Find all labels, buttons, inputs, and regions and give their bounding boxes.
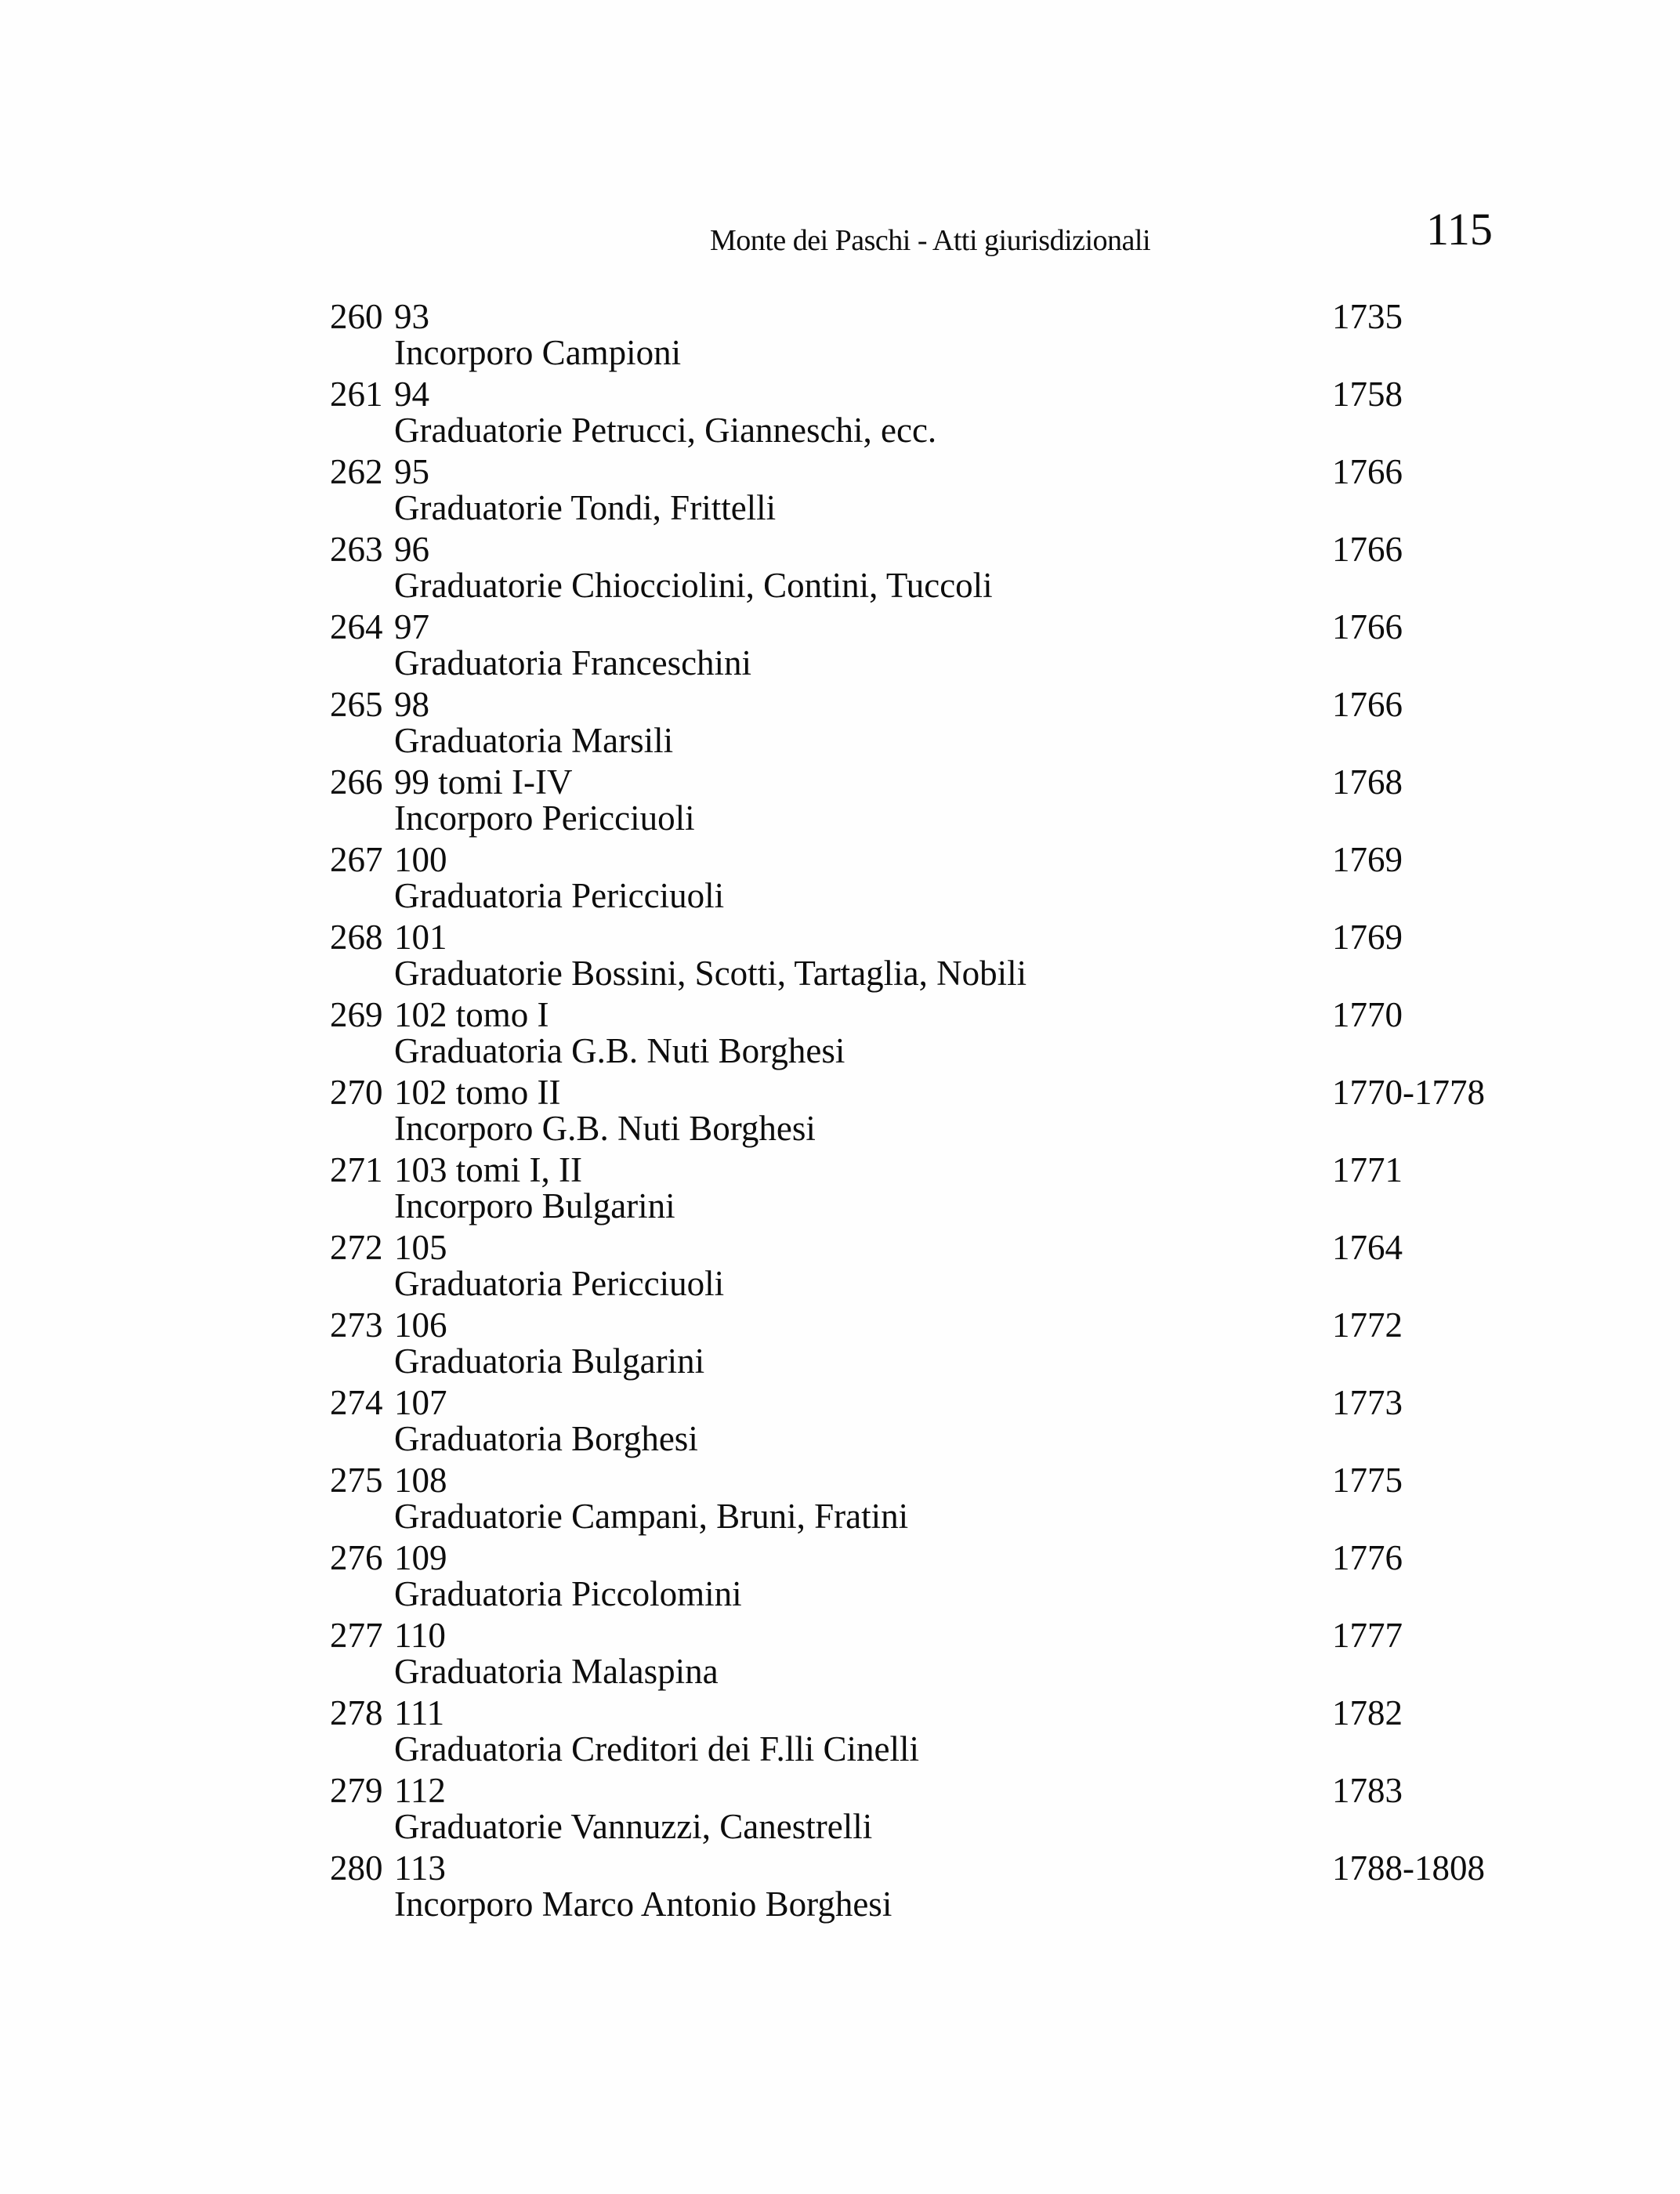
entry-row [0, 1772, 1680, 1845]
page-number: 115 [1426, 204, 1493, 255]
entry-unit-number: 102 tomo II [394, 1073, 561, 1112]
entry-unit-number: 108 [394, 1461, 447, 1500]
entry-row [0, 997, 1680, 1069]
entry-row [0, 1074, 1680, 1146]
entry-row [0, 454, 1680, 526]
entry-description: Graduatoria G.B. Nuti Borghesi [394, 1031, 845, 1070]
entry-sequence-number: 265 [330, 685, 383, 724]
entry-heading-line [0, 1695, 1680, 1731]
entry-years: 1769 [1332, 918, 1403, 957]
entry-heading-line [0, 531, 1680, 567]
entry-row [0, 1307, 1680, 1379]
entry-row [0, 1462, 1680, 1534]
entry-heading-line [0, 1074, 1680, 1110]
entry-row [0, 299, 1680, 371]
entry-description: Graduatoria Malaspina [394, 1652, 719, 1691]
entry-sequence-number: 268 [330, 918, 383, 957]
entry-years: 1770 [1332, 995, 1403, 1034]
entry-sequence-number: 262 [330, 452, 383, 491]
entry-unit-number: 94 [394, 375, 429, 414]
entry-unit-number: 100 [394, 840, 447, 879]
entry-heading-line [0, 842, 1680, 878]
entry-unit-number: 99 tomi I-IV [394, 762, 573, 802]
entry-sequence-number: 269 [330, 995, 383, 1034]
entry-years: 1764 [1332, 1228, 1403, 1267]
entry-description: Incorporo Pericciuoli [394, 798, 695, 838]
entry-heading-line [0, 686, 1680, 722]
entry-unit-number: 97 [394, 607, 429, 646]
entry-description: Graduatoria Pericciuoli [394, 876, 725, 915]
entry-heading-line [0, 1385, 1680, 1421]
entry-unit-number: 101 [394, 918, 447, 957]
entry-sequence-number: 272 [330, 1228, 383, 1267]
entry-heading-line [0, 1229, 1680, 1265]
entry-sequence-number: 263 [330, 530, 383, 569]
entry-unit-number: 112 [394, 1771, 446, 1810]
entry-years: 1770-1778 [1332, 1073, 1485, 1112]
entry-years: 1735 [1332, 297, 1403, 336]
entry-row [0, 1850, 1680, 1922]
entry-sequence-number: 271 [330, 1150, 383, 1189]
entry-sequence-number: 277 [330, 1616, 383, 1655]
entry-row [0, 1695, 1680, 1767]
entry-years: 1769 [1332, 840, 1403, 879]
entry-unit-number: 107 [394, 1383, 447, 1422]
entry-description: Incorporo Bulgarini [394, 1186, 675, 1226]
entry-heading-line [0, 609, 1680, 645]
entry-heading-line [0, 1850, 1680, 1886]
entry-years: 1777 [1332, 1616, 1403, 1655]
entry-description: Graduatorie Vannuzzi, Canestrelli [394, 1807, 873, 1846]
entry-heading-line [0, 1540, 1680, 1576]
entry-years: 1773 [1332, 1383, 1403, 1422]
entry-years: 1766 [1332, 685, 1403, 724]
entry-unit-number: 93 [394, 297, 429, 336]
entry-sequence-number: 276 [330, 1538, 383, 1577]
entry-sequence-number: 274 [330, 1383, 383, 1422]
entry-years: 1782 [1332, 1693, 1403, 1732]
entry-heading-line [0, 1307, 1680, 1343]
entry-unit-number: 103 tomi I, II [394, 1150, 582, 1189]
entry-years: 1758 [1332, 375, 1403, 414]
entry-years: 1783 [1332, 1771, 1403, 1810]
entry-unit-number: 106 [394, 1305, 447, 1345]
entry-unit-number: 109 [394, 1538, 447, 1577]
entry-list [0, 299, 1680, 1928]
entry-unit-number: 113 [394, 1848, 446, 1888]
entry-row [0, 919, 1680, 991]
entry-description: Graduatoria Marsili [394, 721, 674, 760]
entry-row [0, 842, 1680, 914]
entry-sequence-number: 279 [330, 1771, 383, 1810]
entry-heading-line [0, 1617, 1680, 1653]
entry-heading-line [0, 919, 1680, 955]
entry-sequence-number: 267 [330, 840, 383, 879]
entry-sequence-number: 260 [330, 297, 383, 336]
entry-years: 1768 [1332, 762, 1403, 802]
entry-description: Graduatorie Chiocciolini, Contini, Tuccoli [394, 566, 993, 605]
entry-sequence-number: 278 [330, 1693, 383, 1732]
entry-row [0, 1540, 1680, 1612]
entry-unit-number: 96 [394, 530, 429, 569]
entry-description: Incorporo Marco Antonio Borghesi [394, 1884, 892, 1924]
entry-heading-line [0, 1772, 1680, 1808]
entry-years: 1766 [1332, 452, 1403, 491]
entry-sequence-number: 270 [330, 1073, 383, 1112]
entry-years: 1788-1808 [1332, 1848, 1485, 1888]
entry-years: 1771 [1332, 1150, 1403, 1189]
entry-sequence-number: 261 [330, 375, 383, 414]
entry-row [0, 1385, 1680, 1457]
running-header: Monte dei Paschi - Atti giurisdizionali [710, 224, 1151, 257]
entry-row [0, 609, 1680, 681]
entry-row [0, 376, 1680, 448]
entry-unit-number: 102 tomo I [394, 995, 549, 1034]
entry-description: Graduatoria Piccolomini [394, 1574, 742, 1613]
entry-sequence-number: 273 [330, 1305, 383, 1345]
entry-description: Incorporo Campioni [394, 333, 682, 372]
entry-unit-number: 110 [394, 1616, 446, 1655]
entry-unit-number: 105 [394, 1228, 447, 1267]
entry-years: 1766 [1332, 530, 1403, 569]
entry-sequence-number: 280 [330, 1848, 383, 1888]
entry-description: Graduatoria Bulgarini [394, 1341, 705, 1381]
entry-description: Graduatorie Campani, Bruni, Fratini [394, 1497, 909, 1536]
entry-heading-line [0, 376, 1680, 412]
entry-description: Graduatoria Pericciuoli [394, 1264, 725, 1303]
entry-row [0, 764, 1680, 836]
entry-description: Graduatorie Petrucci, Gianneschi, ecc. [394, 411, 937, 450]
entry-sequence-number: 275 [330, 1461, 383, 1500]
entry-description: Graduatorie Bossini, Scotti, Tartaglia, Nobili [394, 954, 1027, 993]
entry-row [0, 686, 1680, 758]
entry-description: Incorporo G.B. Nuti Borghesi [394, 1109, 816, 1148]
entry-years: 1766 [1332, 607, 1403, 646]
entry-unit-number: 98 [394, 685, 429, 724]
entry-heading-line [0, 764, 1680, 800]
entry-heading-line [0, 1152, 1680, 1188]
entry-years: 1775 [1332, 1461, 1403, 1500]
entry-sequence-number: 266 [330, 762, 383, 802]
entry-row [0, 1229, 1680, 1302]
entry-description: Graduatoria Franceschini [394, 643, 752, 682]
entry-description: Graduatorie Tondi, Frittelli [394, 488, 777, 527]
entry-unit-number: 111 [394, 1693, 445, 1732]
entry-heading-line [0, 997, 1680, 1033]
entry-years: 1776 [1332, 1538, 1403, 1577]
entry-row [0, 1152, 1680, 1224]
entry-heading-line [0, 299, 1680, 335]
entry-heading-line [0, 1462, 1680, 1498]
entry-description: Graduatoria Borghesi [394, 1419, 698, 1458]
entry-years: 1772 [1332, 1305, 1403, 1345]
entry-row [0, 531, 1680, 603]
entry-row [0, 1617, 1680, 1689]
entry-heading-line [0, 454, 1680, 490]
entry-description: Graduatoria Creditori dei F.lli Cinelli [394, 1729, 920, 1769]
entry-unit-number: 95 [394, 452, 429, 491]
entry-sequence-number: 264 [330, 607, 383, 646]
